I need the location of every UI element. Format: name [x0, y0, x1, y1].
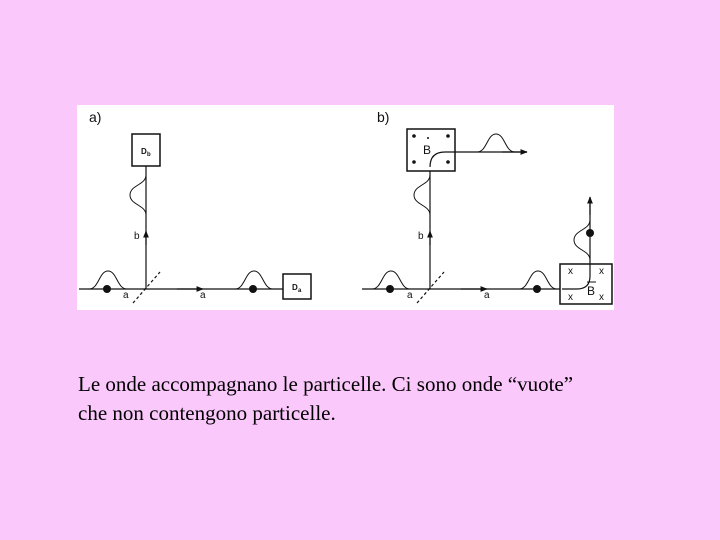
- field-x-mark: x: [568, 292, 573, 303]
- panel-b-particle-incoming: [386, 285, 394, 293]
- panel-b: [362, 109, 612, 304]
- field-dot: [427, 137, 429, 139]
- field-dot: [446, 134, 450, 138]
- detector-b-label: D: [141, 147, 147, 156]
- panel-b-particle-transmitted: [533, 285, 541, 293]
- panel-b-wave-upper-out: [477, 134, 515, 152]
- detector-b-sub: b: [147, 152, 151, 158]
- field-in-label: B: [587, 284, 596, 298]
- panel-a-path-b-label: b: [134, 231, 140, 242]
- panel-b-wave-reflected: [414, 175, 430, 215]
- diagram-svg: [77, 105, 614, 310]
- field-dot: [412, 160, 416, 164]
- diagram-figure: [77, 105, 614, 310]
- panel-a-path-a-label-2: a: [200, 290, 206, 301]
- panel-a-wave-reflected: [130, 175, 146, 215]
- field-x-mark: x: [599, 292, 604, 303]
- panel-b-path-a-label-2: a: [484, 290, 490, 301]
- panel-b-label: b): [377, 109, 390, 125]
- field-x-mark: x: [568, 266, 573, 277]
- panel-a-label: a): [89, 109, 102, 125]
- detector-a-sub: a: [298, 288, 302, 294]
- field-dot: [412, 134, 416, 138]
- detector-a-label: D: [292, 283, 298, 292]
- panel-b-path-b-label: b: [418, 231, 424, 242]
- panel-a-particle-incoming: [103, 285, 111, 293]
- panel-b-path-a-label-1: a: [407, 290, 413, 301]
- panel-a-particle-transmitted: [249, 285, 257, 293]
- slide-caption: [78, 370, 678, 428]
- panel-a: [79, 109, 311, 303]
- caption-line-1: Le onde accompagnano le particelle. Ci sono onde “vuote”: [78, 372, 574, 396]
- panel-a-path-a-label-1: a: [123, 290, 129, 301]
- field-x-mark: x: [599, 266, 604, 277]
- panel-b-particle-deflected: [586, 229, 594, 237]
- field-dot: [446, 160, 450, 164]
- panel-b-wave-lower-out: [574, 220, 590, 260]
- caption-line-2: che non contengono particelle.: [78, 401, 336, 425]
- field-out-label: B: [423, 143, 432, 157]
